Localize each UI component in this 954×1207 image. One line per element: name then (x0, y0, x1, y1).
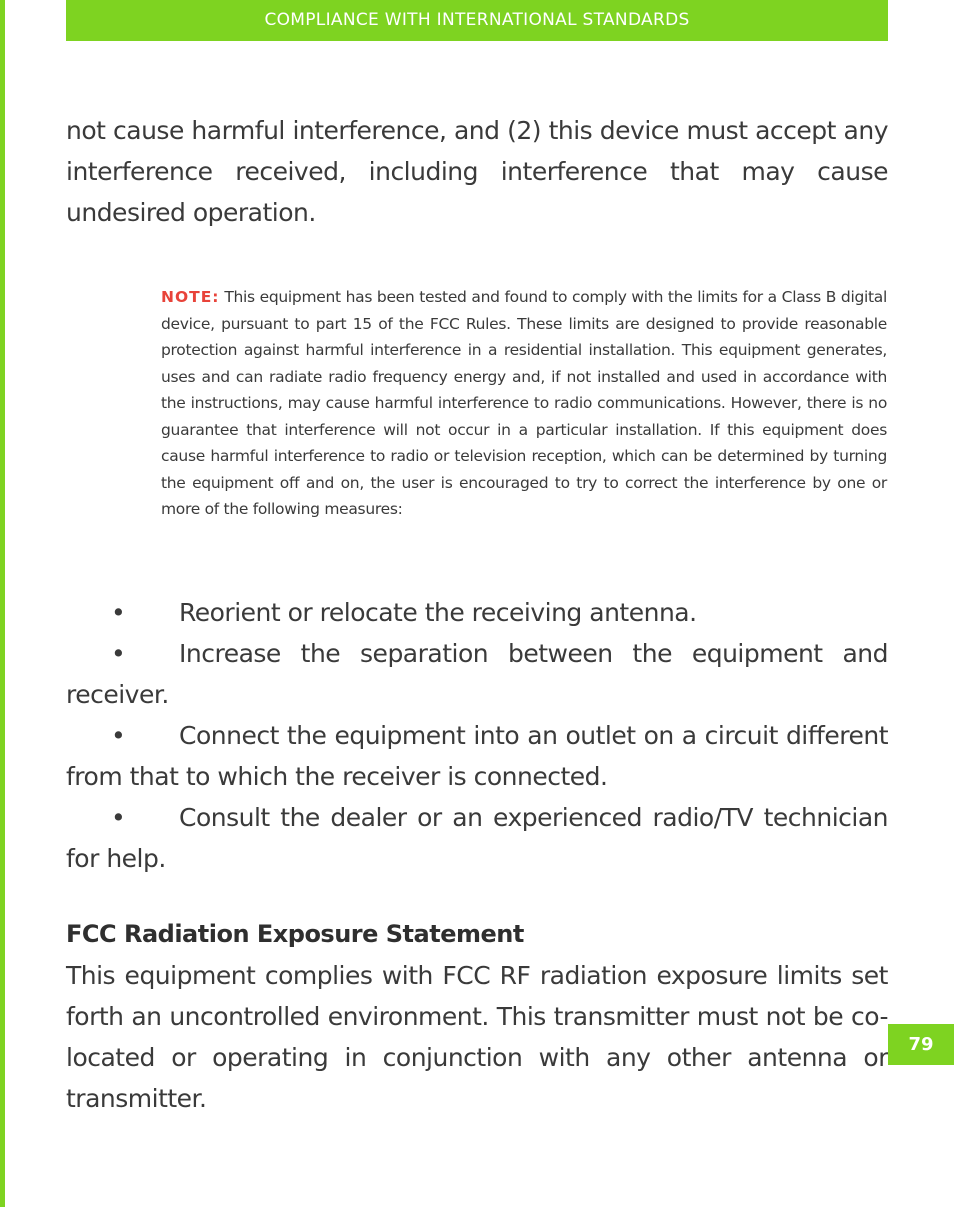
note-block (161, 284, 887, 523)
page-number: 79 (908, 1034, 934, 1055)
page-header (66, 0, 888, 41)
page-number-tab (888, 1024, 954, 1065)
section-paragraph: This equipment complies with FCC RF radiation exposure limits set forth an uncontrolled environment. This transmitter must not be co-located or operating in conjunction with any other antenna or transmitter. (66, 961, 888, 1113)
list-item-text: Connect the equipment into an outlet on a circuit different from that to which the receiver is connected. (66, 721, 888, 791)
bullet-icon: • (111, 598, 126, 627)
list-item-text: Increase the separation between the equipment and receiver. (66, 639, 888, 709)
bullet-icon: • (111, 639, 126, 668)
measures-list (66, 592, 888, 879)
note-text: This equipment has been tested and found to comply with the limits for a Class B digital device, pursuant to part 15 of the FCC Rules. These limits are designed to provide reasonable protection against harmful interference in a residential installation. This equipment generates, uses and can radiate radio frequency energy and, if not installed and used in accordance with the instructions, may cause harmful interference to radio communications. However, there is no guarantee that interference will not occur in a particular installation. If this equipment does cause harmful interference to radio or television reception, which can be determined by turning the equipment off and on, the user is encouraged to try to correct the interference by one or more of the following measures: (161, 288, 887, 518)
list-item-text: Reorient or relocate the receiving antenna. (179, 598, 697, 627)
list-item (66, 715, 888, 797)
bullet-icon: • (111, 721, 126, 750)
section-heading: FCC Radiation Exposure Statement (66, 920, 524, 948)
list-item-text: Consult the dealer or an experienced radio/TV technician for help. (66, 803, 888, 873)
header-title: COMPLIANCE WITH INTERNATIONAL STANDARDS (264, 10, 690, 30)
list-item (66, 797, 888, 879)
bullet-icon: • (111, 803, 126, 832)
list-item (66, 592, 888, 633)
note-label: NOTE: (161, 288, 220, 306)
left-accent-bar (0, 0, 5, 1207)
list-item (66, 633, 888, 715)
paragraph-continuation: not cause harmful interference, and (2) this device must accept any interference received, including interference that may cause undesired operation. (66, 116, 888, 227)
